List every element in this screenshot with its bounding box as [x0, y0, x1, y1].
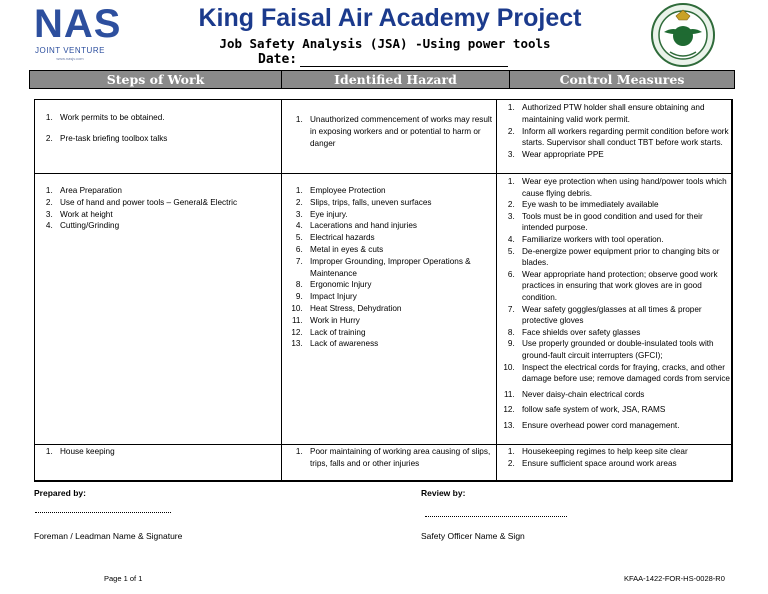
list-item: 11. Never daisy-chain electrical cords [517, 389, 731, 401]
column-header-bar [29, 70, 735, 89]
list-item: 1. Employee Protection [305, 185, 493, 197]
air-force-seal-icon [650, 2, 716, 68]
jsa-table [34, 99, 733, 482]
list-item: 9. Use properly grounded or double-insulated tools with ground-fault circuit interrupters (GFCI); [517, 338, 731, 361]
row2-controls [499, 176, 731, 431]
list-item: 7. Improper Grounding, Improper Operations & Maintenance [305, 256, 493, 280]
review-by-signature-line[interactable] [425, 516, 567, 517]
list-item: 10. Inspect the electrical cords for fraying, cracks, and other damage before use; remove damaged cords from service [517, 362, 731, 385]
list-item: 4. Cutting/Grinding [55, 220, 276, 232]
row3-controls [499, 446, 731, 470]
nas-logo-mark: NAS [34, 2, 122, 46]
row1-hazards [285, 114, 493, 149]
row3-hazards [285, 446, 493, 470]
row2-hazards [285, 185, 493, 350]
list-item: 8. Face shields over safety glasses [517, 327, 731, 339]
prepared-by-signature-line[interactable] [35, 512, 171, 513]
list-item: 2. Ensure sufficient space around work areas [517, 458, 731, 470]
column-header-hazards: Identified Hazard [282, 71, 510, 88]
column-header-steps: Steps of Work [30, 71, 282, 88]
review-by-role: Safety Officer Name & Sign [421, 531, 525, 541]
list-item: 2. Pre-task briefing toolbox talks [55, 133, 276, 145]
nas-logo-url: www.nasjv.com [56, 56, 84, 61]
list-item: 6. Wear appropriate hand protection; observe good work practices in ensuring that work gloves are in good condition. [517, 269, 731, 304]
list-item: 4. Lacerations and hand injuries [305, 220, 493, 232]
list-item: 4. Familiarize workers with tool operation. [517, 234, 731, 246]
list-item: 5. De-energize power equipment prior to changing bits or blades. [517, 246, 731, 269]
list-item: 8. Ergonomic Injury [305, 279, 493, 291]
list-item: 7. Wear safety goggles/glasses at all times & proper protective gloves [517, 304, 731, 327]
list-item: 1. Authorized PTW holder shall ensure obtaining and maintaining valid work permit. [517, 102, 731, 126]
list-item: 13. Lack of awareness [305, 338, 493, 350]
prepared-by-label: Prepared by: [34, 488, 86, 498]
list-item: 1. Unauthorized commencement of works may result in exposing workers and or potential to harm or danger [305, 114, 493, 149]
document-code: KFAA-1422-FOR-HS-0028-R0 [624, 574, 725, 583]
list-item: 2. Inform all workers regarding permit condition before work starts. Supervisor shall conduct TBT before work starts. [517, 126, 731, 150]
row-divider [35, 444, 731, 445]
list-item: 9. Impact Injury [305, 291, 493, 303]
column-divider [281, 100, 282, 480]
review-by-label: Review by: [421, 488, 466, 498]
list-item: 1. Poor maintaining of working area causing of slips, trips, falls and or other injuries [305, 446, 493, 470]
list-item: 1. Wear eye protection when using hand/power tools which cause flying debris. [517, 176, 731, 199]
list-item: 13. Ensure overhead power cord management. [517, 420, 731, 432]
document-title: King Faisal Air Academy Project [198, 4, 582, 32]
list-item: 2. Slips, trips, falls, uneven surfaces [305, 197, 493, 209]
list-item: 2. Eye wash to be immediately available [517, 199, 731, 211]
row-divider [35, 173, 731, 174]
prepared-by-role: Foreman / Leadman Name & Signature [34, 531, 183, 541]
list-item: 5. Electrical hazards [305, 232, 493, 244]
list-item: 1. Work permits to be obtained. [55, 112, 276, 124]
column-divider [496, 100, 497, 480]
nas-logo-subtext: JOINT VENTURE [35, 46, 105, 55]
list-item: 11. Work in Hurry [305, 315, 493, 327]
date-label: Date: [258, 52, 298, 67]
list-item: 12. follow safe system of work, JSA, RAMS [517, 404, 731, 416]
nas-logo [30, 2, 122, 64]
document-subtitle: Job Safety Analysis (JSA) -Using power tools [219, 36, 551, 51]
list-item: 3. Wear appropriate PPE [517, 149, 731, 161]
list-item: 1. House keeping [55, 446, 276, 458]
list-item: 3. Eye injury. [305, 209, 493, 221]
row2-steps [38, 185, 276, 232]
date-field-line[interactable] [300, 66, 508, 67]
column-header-controls: Control Measures [559, 72, 685, 87]
list-item: 3. Tools must be in good condition and used for their intended purpose. [517, 211, 731, 234]
list-item: 12. Lack of training [305, 327, 493, 339]
row1-controls [499, 102, 731, 161]
list-item: 2. Use of hand and power tools – General& Electric [55, 197, 276, 209]
row3-steps [38, 446, 276, 458]
list-item: 10. Heat Stress, Dehydration [305, 303, 493, 315]
page-number: Page 1 of 1 [104, 574, 143, 583]
list-item: 1. Area Preparation [55, 185, 276, 197]
row1-steps [38, 112, 276, 145]
list-item: 1. Housekeeping regimes to help keep site clear [517, 446, 731, 458]
list-item: 6. Metal in eyes & cuts [305, 244, 493, 256]
list-item: 3. Work at height [55, 209, 276, 221]
